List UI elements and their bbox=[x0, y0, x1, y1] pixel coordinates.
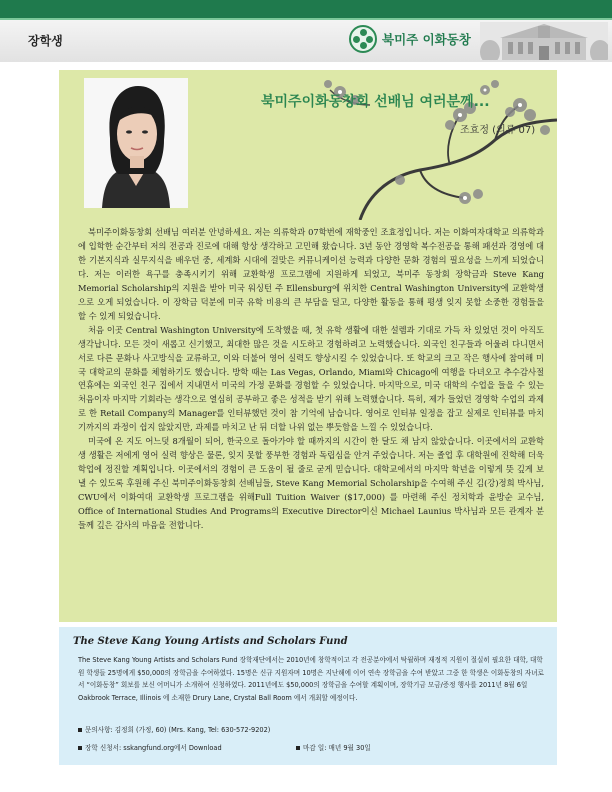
article-body bbox=[78, 226, 544, 533]
paragraph-3: 미국에 온 지도 어느덧 8개월이 되어, 한국으로 돌아가야 할 때까지의 시간이 한 달도 채 남지 않았습니다. 이곳에서의 교환학생 생활은 저에게 영어 실력 향상은 물론, 잊지 못할 풍부한 경험과 독립심을 안겨 주었습니다. 저는 졸업 후 대학원에 진학해 더욱 학업에 정진할 계획입니다. 이곳에서의 경험이 큰 도움이 될 줄로 굳게 믿습니다. 대학교에서의 마지막 학년을 이렇게 뜻 깊게 보낼 수 있도록 후원해 주신 북미주이화동창회 선배님들, Steve Kang Memorial Scholarship을 수여해 주신 김(강)정희 박사님, CWU에서 이화여대 교환학생 프로그램을 위해Full Tuition Waiver ($17,000) 를 마련해 주신 정치학과 윤방순 교수님, Office of International Studies And Programs의 Executive Director이신 Michael Launius 박사님과 모든 관계자 분들께 깊은 감사의 마음을 전합니다. bbox=[78, 436, 544, 531]
logo-text: 북미주 이화동창 bbox=[382, 32, 471, 47]
bullet-icon bbox=[296, 746, 300, 750]
fund-apply bbox=[78, 742, 222, 752]
fund-deadline bbox=[296, 742, 371, 752]
article-title: 북미주이화동창회 선배님 여러분께... bbox=[261, 94, 490, 110]
section-label: 장학생 bbox=[28, 34, 63, 48]
fund-title: The Steve Kang Young Artists and Scholars Fund bbox=[73, 636, 348, 647]
fund-contact-text: 문의사항: 김정희 (가정, 60) (Mrs. Kang, Tel: 630-572-9202) bbox=[85, 726, 271, 734]
fund-deadline-text: 마감 일: 매년 9월 30일 bbox=[303, 744, 371, 752]
bullet-icon bbox=[78, 728, 82, 732]
paragraph-1: 북미주이화동창회 선배님 여러분 안녕하세요. 저는 의류학과 07학번에 재학중인 조효정입니다. 저는 이화여자대학교 의류학과에 입학한 순간부터 저의 전공과 진로에 대해 항상 생각하고 고민해 왔습니다. 3년 동안 경영학 복수전공을 통해 패션과 경영에 대한 기본지식과 실무지식을 배우던 중, 세계화 시대에 걸맞은 커뮤니케이션 능력과 다양한 문화 경험의 필요성을 느끼게 되었습니다. 저는 이러한 욕구를 충족시키기 위해 교환학생 프로그램에 지원하게 되었고, 북미주 동창회 장학금과 Steve Kang Memorial Scholarship의 지원을 받아 미국 워싱턴 주 Ellensburg에 위치한 Central Washington University에 교환학생으로 오게 되었습니다. 이 장학금 덕분에 미국 유학 비용의 큰 부담을 덜고, 다양한 활동을 통해 평생 잊지 못할 소중한 경험들을 할 수 있게 되었습니다. bbox=[78, 227, 544, 321]
fund-contact bbox=[78, 724, 270, 734]
student-photo bbox=[84, 78, 188, 208]
paragraph-2: 처음 이곳 Central Washington University에 도착했을 때, 첫 유학 생활에 대한 설렘과 기대로 가득 차 있었던 것이 아직도 생각납니다. 모든 것이 새롭고 신기했고, 최대한 많은 것을 시도하고 경험하려고 노력했습니다. 외국인 친구들과 어울려 다니면서 서로 다른 문화나 사고방식을 교류하고, 이와 더불어 영어 실력도 향상시킬 수 있었습니다. 또 학교의 크고 작은 행사에 참여해 미국 대학교의 문화를 체험하기도 했습니다. 방학 때는 Las Vegas, Orlando, Miami와 Chicago에 여행을 다녀오고 추수감사절 연휴에는 외국인 친구 집에서 지내면서 미국의 가정 문화를 경험할 수 있었습니다. 마지막으로, 미국 대학의 수업을 들을 수 있는 처음이자 마지막 기회라는 생각으로 열심히 공부하고 좋은 성적을 받기 위해 노력했습니다. 특히, 제가 들었던 경영학 수업의 과제로 한 Retail Company의 Manager를 인터뷰했던 것이 참 기억에 남습니다. 영어로 인터뷰 일정을 잡고 실제로 인터뷰를 마치기까지의 과정이 쉽지 않았지만, 과제를 마치고 난 뒤 더할 나위 없는 뿌듯함을 느낄 수 있었습니다. bbox=[78, 324, 544, 433]
fund-description: The Steve Kang Young Artists and Scholars Fund 장학재단에서는 2010년에 창학적이고 각 전공분야에서 탁월하며 재정적 지원이 절실히 필요한 대학, 대학원 학생들 25명에게 $50,000의 장학금을 수여하였다. 15명은 신규 지원자며 10명은 지난해에 이어 연속 장학금을 수여 받았고 그중 한 학생은 이화동창의 자녀로서 “이화동창” 회보를 보신 어머니가 소개하여 신청하였다. 2011년에도 $50,000의 장학금을 수여할 계획이며, 장학기금 모금/증정 행사를 2011년 8월 6일 Oakbrook Terrace, Illinois 에 소재한 Drury Lane, Crystal Ball Room 에서 개최할 예정이다. bbox=[78, 656, 544, 702]
alumni-emblem-icon bbox=[349, 25, 377, 53]
bullet-icon bbox=[78, 746, 82, 750]
fund-apply-text: 장학 신청서: sskangfund.org에서 Download bbox=[85, 744, 222, 752]
article-author: 조효정 (의류 07) bbox=[460, 125, 536, 136]
top-color-bar bbox=[0, 0, 612, 20]
campus-building-icon bbox=[480, 22, 608, 60]
